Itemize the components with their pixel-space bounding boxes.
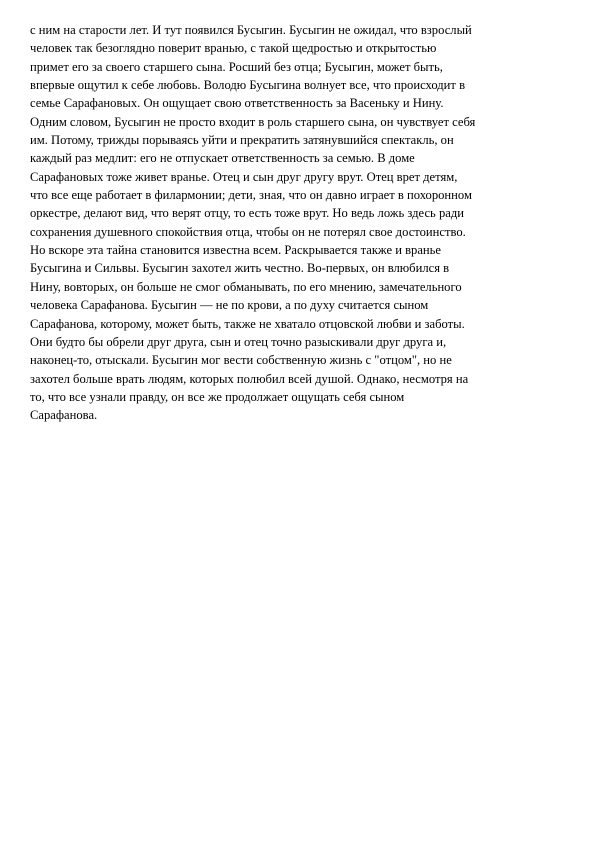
text-line: Но вскоре эта тайна становится известна всем. Раскрывается также и вранье <box>30 243 442 258</box>
text-line: им. Потому, трижды порываясь уйти и прекратить затянувшийся спектакль, он <box>30 133 454 148</box>
body-text <box>30 21 575 425</box>
text-line: Сарафанова. <box>30 408 98 423</box>
text-line: примет его за своего старшего сына. Росший без отца; Бусыгин, может быть, <box>30 59 443 74</box>
text-line: что все еще работает в филармонии; дети, зная, что он давно играет в похоронном <box>30 188 472 203</box>
text-line: человека Сарафанова. Бусыгин — не по крови, а по духу считается сыном <box>30 298 429 313</box>
text-line: Они будто бы обрели друг друга, сын и отец точно разыскивали друг друга и, <box>30 334 447 349</box>
text-line: захотел больше врать людям, которых полюбил всей душой. Однако, несмотря на <box>30 371 469 386</box>
text-line: Бусыгина и Сильвы. Бусыгин захотел жить честно. Во-первых, он влюбился в <box>30 261 450 276</box>
text-line: наконец-то, отыскали. Бусыгин мог вести собственную жизнь с "отцом", но не <box>30 353 452 368</box>
text-line: Нину, вовторых, он больше не смог обманывать, по его мнению, замечательного <box>30 279 462 294</box>
text-line: оркестре, делают вид, что верят отцу, то есть тоже врут. Но ведь ложь здесь ради <box>30 206 464 221</box>
text-line: с ним на старости лет. И тут появился Бусыгин. Бусыгин не ожидал, что взрослый <box>30 23 472 37</box>
text-line: семье Сарафановых. Он ощущает свою ответственность за Васеньку и Нину. <box>30 96 444 111</box>
text-line: сохранения душевного спокойствия отца, чтобы он не потерял свое достоинство. <box>30 224 466 239</box>
text-line: Сарафановых тоже живет вранье. Отец и сын друг другу врут. Отец врет детям, <box>30 169 458 184</box>
text-line: каждый раз медлит: его не отпускает ответственность за семью. В доме <box>30 151 415 166</box>
text-line: впервые ощутил к себе любовь. Володю Бусыгина волнует все, что происходит в <box>30 78 466 93</box>
text-line: Одним словом, Бусыгин не просто входит в роль старшего сына, он чувствует себя <box>30 114 476 129</box>
text-line: то, что все узнали правду, он все же продолжает ощущать себя сыном <box>30 389 405 404</box>
text-line: Сарафанова, которому, может быть, также не хватало отцовской любви и заботы. <box>30 316 465 331</box>
text-line: человек так безоглядно поверит вранью, с такой щедростью и открытостью <box>30 41 437 56</box>
